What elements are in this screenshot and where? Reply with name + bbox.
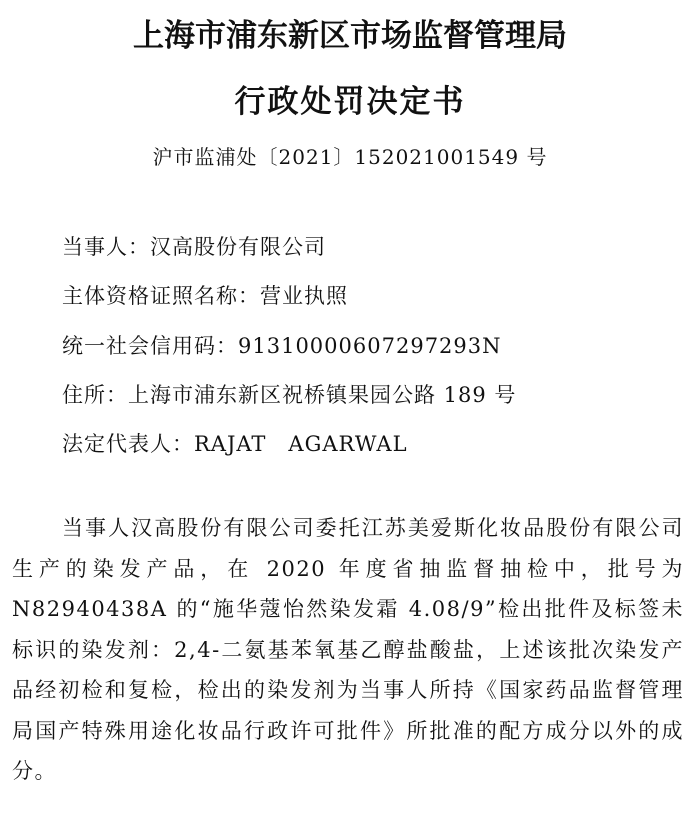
agency-title: 上海市浦东新区市场监督管理局 (133, 18, 567, 54)
address: 住所：上海市浦东新区祝桥镇果园公路 189 号 (62, 383, 517, 407)
credit-code: 统一社会信用码：91310000607297293N (62, 334, 502, 358)
document-type-title: 行政处罚决定书 (234, 84, 466, 120)
document-number: 沪市监浦处〔2021〕152021001549 号 (152, 145, 548, 169)
license-name: 主体资格证照名称：营业执照 (62, 284, 348, 308)
party-name: 当事人：汉高股份有限公司 (62, 235, 326, 259)
body-paragraph: 当事人汉高股份有限公司委托江苏美爱斯化妆品股份有限公司生产的染发产品，在 2020 年度省抽监督抽检中，批号为 N82940438A 的“施华蔻怡然染发霜 4.08/9”检出批件及标签未标识的染发剂：2,4-二氨基苯氧基乙醇盐酸盐，上述该批次染发产品经初检和复检，检出的染发剂为当事人所持《国家药品监督管理局国产特殊用途化妆品行政许可批件》所批准的配方成分以外的成分。 (12, 516, 684, 783)
legal-representative: 法定代表人：RAJAT AGARWAL (62, 432, 408, 456)
